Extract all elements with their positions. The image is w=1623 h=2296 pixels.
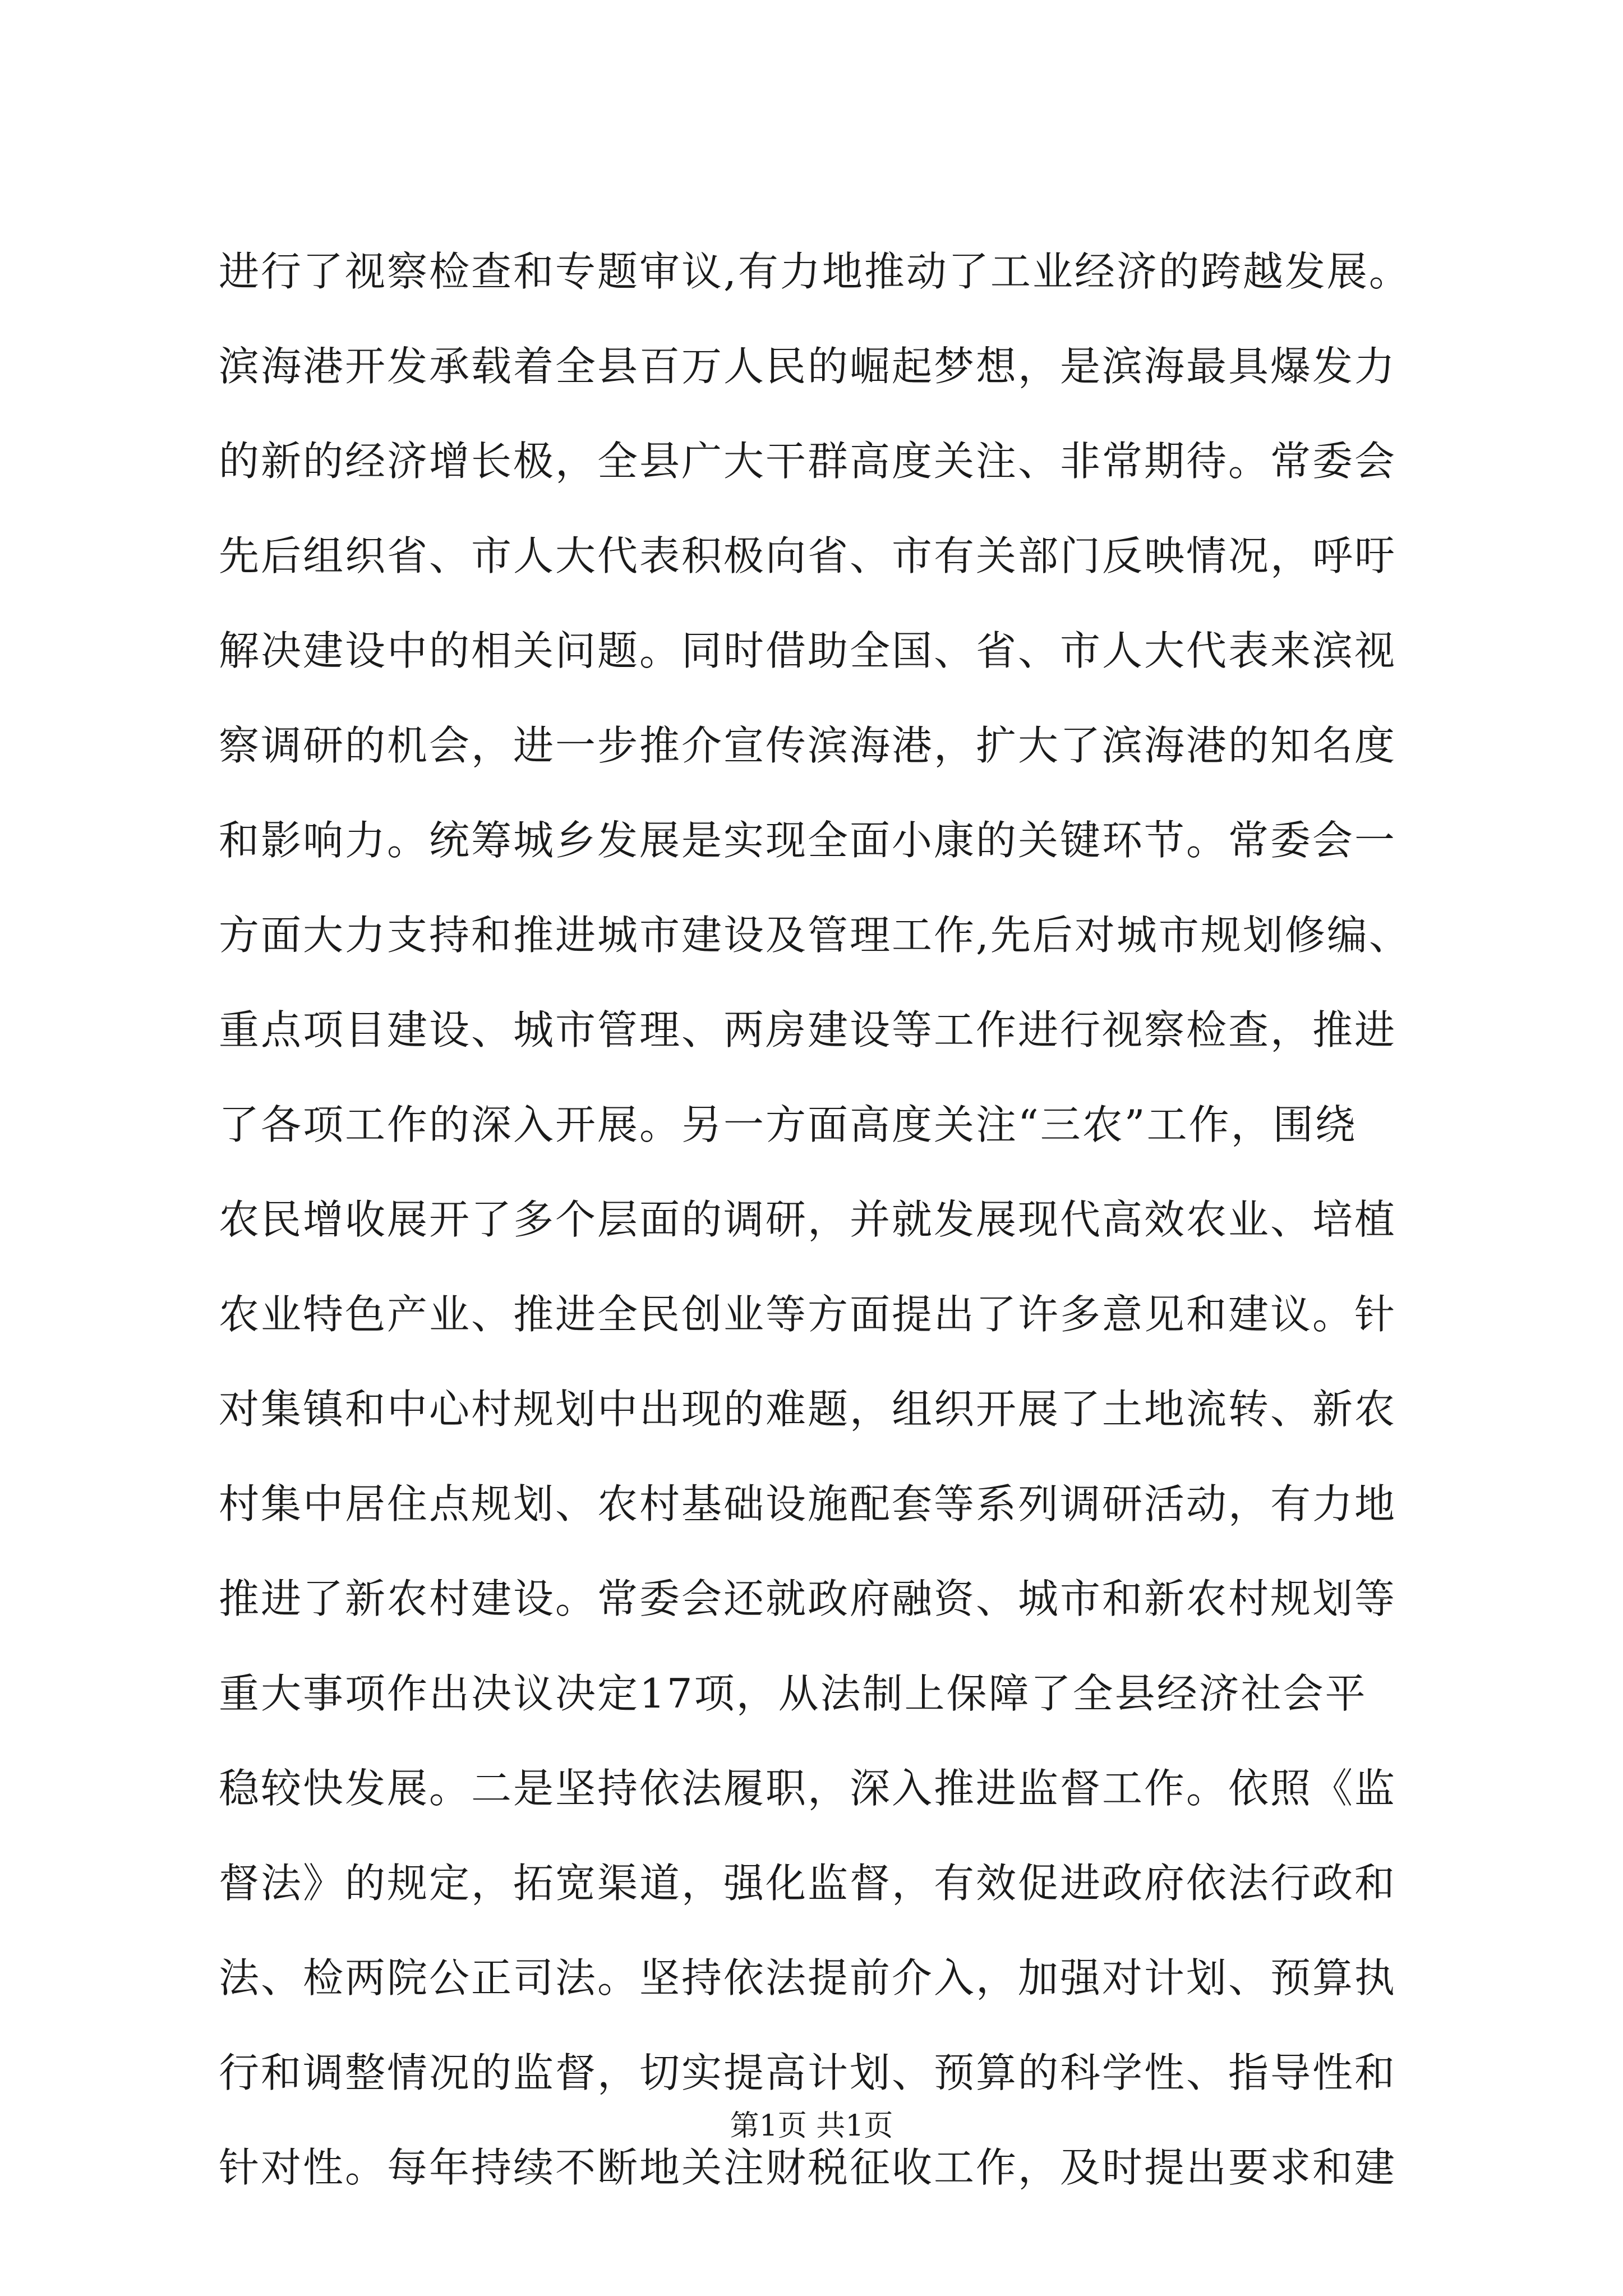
text-line: 解决建设中的相关问题。同时借助全国、省、市人大代表来滨视 — [219, 627, 1397, 674]
text-line: 进行了视察检查和专题审议,有力地推动了工业经济的跨越发展。 — [219, 248, 1411, 295]
page-footer — [0, 2106, 1623, 2146]
text-line: 的新的经济增长极，全县广大干群高度关注、非常期待。常委会 — [219, 438, 1397, 485]
text-line: 法、检两院公正司法。坚持依法提前介入，加强对计划、预算执 — [219, 1954, 1397, 2001]
text-line: 稳较快发展。二是坚持依法履职，深入推进监督工作。依照《监 — [219, 1765, 1397, 1812]
text-line: 推进了新农村建设。常委会还就政府融资、城市和新农村规划等 — [219, 1575, 1397, 1622]
text-line: 村集中居住点规划、农村基础设施配套等系列调研活动，有力地 — [219, 1480, 1397, 1527]
text-line: 针对性。每年持续不断地关注财税征收工作，及时提出要求和建 — [219, 2144, 1397, 2191]
text-line: 先后组织省、市人大代表积极向省、市有关部门反映情况，呼吁 — [219, 532, 1397, 579]
text-line: 察调研的机会，进一步推介宣传滨海港，扩大了滨海港的知名度 — [219, 722, 1397, 769]
text-line: 重点项目建设、城市管理、两房建设等工作进行视察检查，推进 — [219, 1006, 1397, 1053]
body-text — [219, 224, 1441, 2215]
text-line: 农业特色产业、推进全民创业等方面提出了许多意见和建议。针 — [219, 1291, 1397, 1338]
text-line: 了各项工作的深入开展。另一方面高度关注“三农”工作，围绕 — [219, 1101, 1357, 1148]
text-line: 行和调整情况的监督，切实提高计划、预算的科学性、指导性和 — [219, 2049, 1397, 2096]
page-number: 第1页 共1页 — [730, 2109, 893, 2143]
text-line: 农民增收展开了多个层面的调研，并就发展现代高效农业、培植 — [219, 1196, 1397, 1243]
text-line: 重大事项作出决议决定17项，从法制上保障了全县经济社会平 — [219, 1670, 1367, 1717]
text-line: 滨海港开发承载着全县百万人民的崛起梦想，是滨海最具爆发力 — [219, 343, 1397, 390]
text-line: 对集镇和中心村规划中出现的难题，组织开展了土地流转、新农 — [219, 1386, 1397, 1433]
text-line: 督法》的规定，拓宽渠道，强化监督，有效促进政府依法行政和 — [219, 1860, 1397, 1907]
text-line: 方面大力支持和推进城市建设及管理工作,先后对城市规划修编、 — [219, 912, 1411, 959]
text-line: 和影响力。统筹城乡发展是实现全面小康的关键环节。常委会一 — [219, 817, 1397, 864]
